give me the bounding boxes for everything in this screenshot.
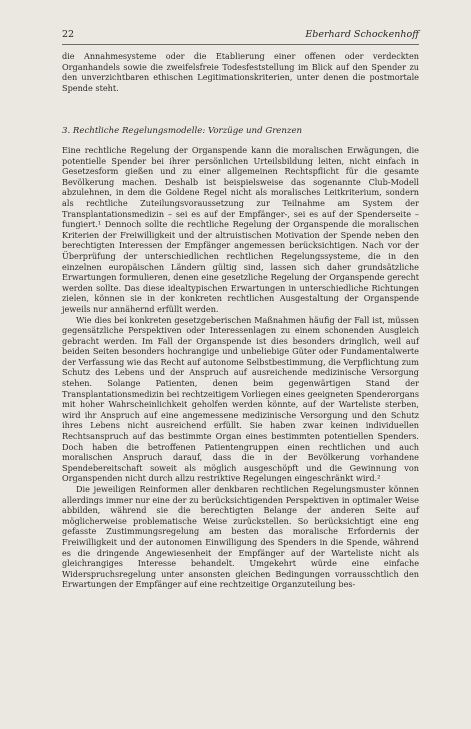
- intro-text: [62, 51, 419, 93]
- running-header: [62, 29, 419, 43]
- header-rule: [62, 44, 419, 45]
- running-head-author: Eberhard Schockenhoff: [305, 29, 419, 40]
- paragraph-2: Wie dies bei konkreten gesetzgeberischen Maßnahmen häufig der Fall ist, müssen gegensätzliche Perspektiven oder Interessenlagen zu einem schonenden Ausgleich gebracht werden. Im Fall der Organspende ist dies besonders dringlich, weil auf beiden Seiten besonders hochrangige und unbeliebige Güter oder Fundamentalwerte der Verfassung wie das Recht auf autonome Selbstbestimmung, die Verpflichtung zum Schutz des Lebens und der Anspruch auf ausreichende medizinische Versorgung stehen. Solange Patienten, denen beim gegenwärtigen Stand der Transplantationsmedizin bei rechtzeitigem Vorliegen eines geeigneten Spenderorgans mit hoher Wahrscheinlichkeit geholfen werden könnte, auf der Warteliste sterben, wird ihr Anspruch auf eine angemessene medizinische Versorgung und den Schutz ihres Lebens nicht ausreichend erfüllt. Sie haben zwar keinen individuellen Rechtsanspruch auf das bestimmte Organ eines bestimmten potentiellen Spenders. Doch haben die betroffenen Patientengruppen einen rechtlichen und auch moralischen Anspruch darauf, dass die in der Bevölkerung vorhandene Spendebereitschaft soweit als möglich ausgeschöpft und die Gewinnung von Organspenden nicht durch allzu restriktive Regelungen eingeschränkt wird.²: [62, 314, 419, 484]
- paragraph-1: Eine rechtliche Regelung der Organspende kann die moralischen Erwägungen, die potentielle Spender bei ihrer persönlichen Urteilsbildung leiten, nicht einfach in Gesetzesform gießen und zu einer allgemeinen Rechtspflicht für die gesamte Bevölkerung machen. Deshalb ist beispielsweise das sogenannte Club-Modell abzulehnen, in dem die Goldene Regel nicht als moralisches Leitkriterium, sondern als rechtliche Zuteilungsvoraussetzung zur Teilnahme am System der Transplantationsmedizin – sei es auf der Empfänger-, sei es auf der Spenderseite – fungiert.¹ Dennoch sollte die rechtliche Regelung der Organspende die moralischen Kriterien der Freiwilligkeit und der altruistischen Motivation der Spende neben den berechtigten Interessen der Empfänger angemessen berücksichtigen. Nach vor der Überprüfung der unterschiedlichen rechtlichen Regelungssysteme, die in den einzelnen europäischen Ländern gültig sind, lassen sich daher grundsätzliche Erwartungen formulieren, denen eine gesetzliche Regelung der Organspende gerecht werden sollte. Das diese idealtypischen Erwartungen in unterschiedliche Richtungen zielen, können sie in der konkreten rechtlichen Ausgestaltung der Organspende jeweils nur annähernd erfüllt werden.: [62, 145, 419, 314]
- page-number: 22: [62, 29, 75, 40]
- section-heading: 3. Rechtliche Regelungsmodelle: Vorzüge und Grenzen: [62, 126, 303, 136]
- intro-paragraph: die Annahmesysteme oder die Etablierung einer offenen oder verdeckten Organhandels sowie die zweifelsfreie Todesfeststellung im Blick auf den Spender zu den unverzichtbaren ethischen Legitimationskriterien, unter denen die postmortale Spende steht.: [62, 51, 419, 93]
- paragraph-3: Die jeweiligen Reinformen aller denkbaren rechtlichen Regelungsmuster können allerdings immer nur eine der zu berücksichtigenden Perspektiven in optimaler Weise abbilden, während sie die berechtigten Belange der anderen Seite auf möglicherweise problematische Weise zurückstellen. So berücksichtigt eine eng gefasste Zustimmungsregelung am besten das moralische Erfordernis der Freiwilligkeit und der autonomen Einwilligung des Spenders in die Spende, während es die dringende Angewiesenheit der Empfänger auf der Warteliste nicht als gleichrangiges Interesse behandelt. Umgekehrt würde eine einfache Widerspruchsregelung unter ansonsten gleichen Bedingungen vorrausschtlich den Erwartungen der Empfänger auf eine rechtzeitige Organzuteilung bes-: [62, 484, 419, 590]
- body-text: [62, 145, 419, 590]
